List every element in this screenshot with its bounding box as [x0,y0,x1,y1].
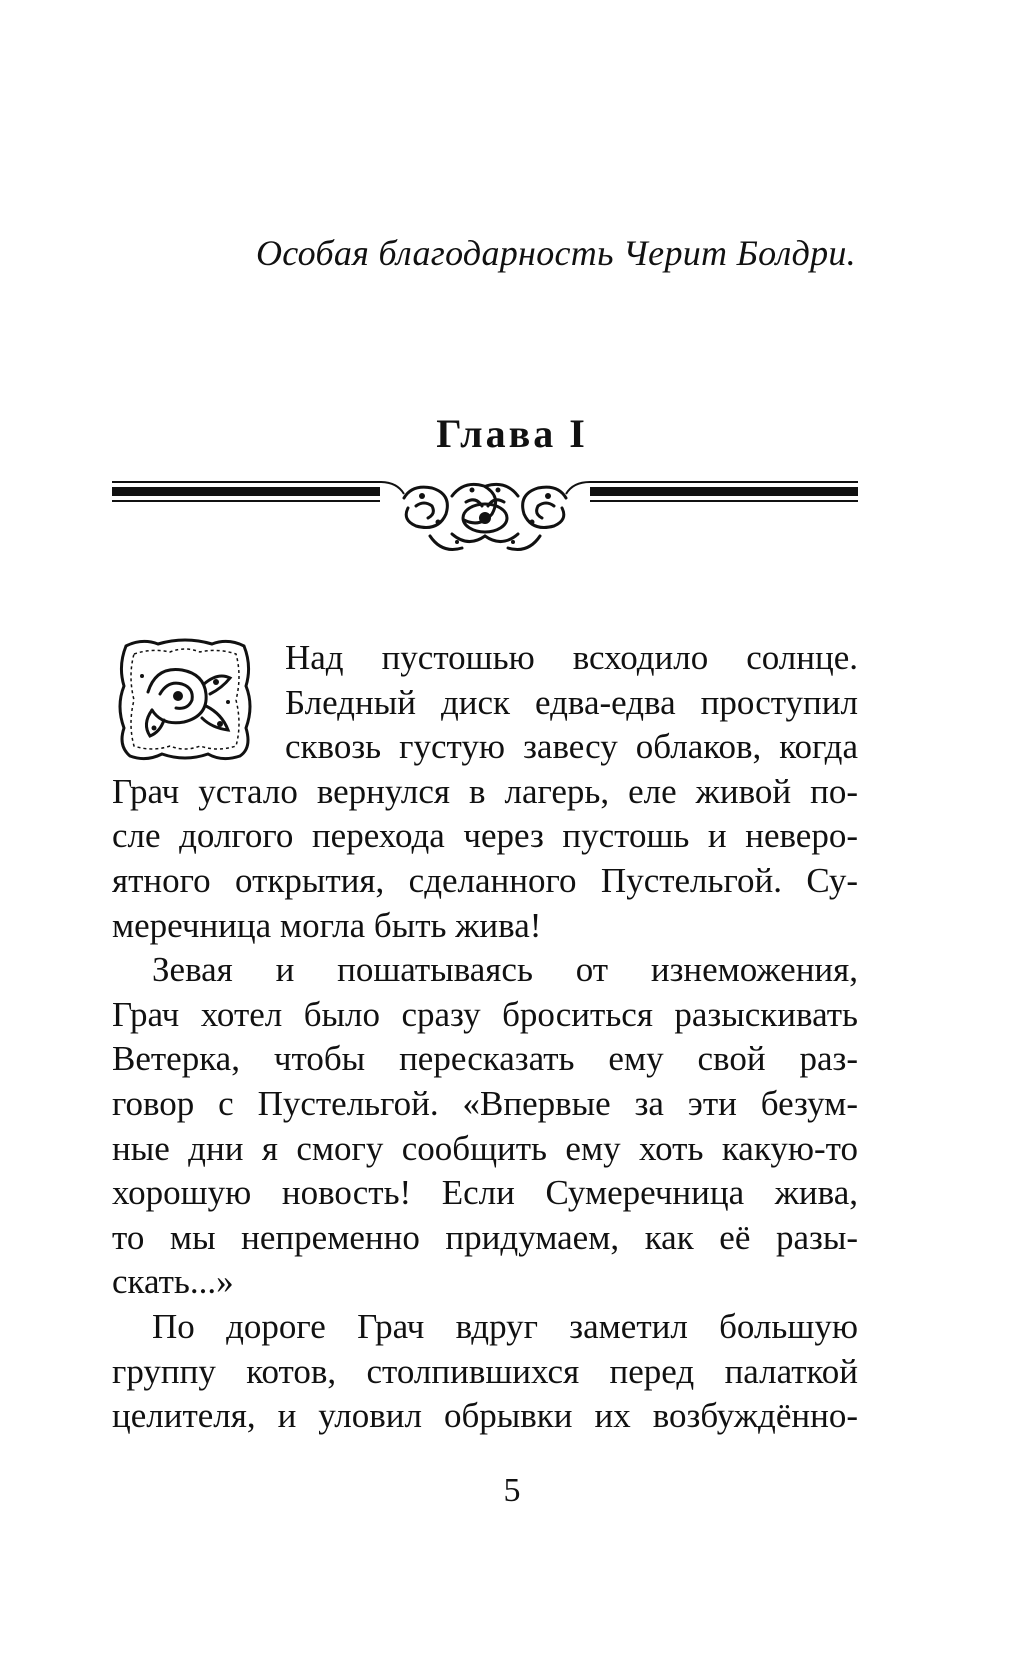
text-line: ятного открытия, сделанного Пустельгой. Су- [112,860,858,900]
text-line: то мы непременно придумаем, как её разы- [112,1217,858,1257]
text-line: Над пустошью всходило солнце. [285,638,858,677]
text-line: По дороге Грач вдруг заметил большую [152,1306,858,1346]
page-number: 5 [503,1472,521,1509]
text-line: меречница могла быть жива! [112,905,542,945]
text-line: Грач хотел было сразу броситься разыскивать [112,994,858,1034]
text-line: Грач устало вернулся в лагерь, еле живой по- [112,771,858,811]
text-line: ные дни я смогу сообщить ему хоть какую-то [112,1128,858,1168]
text-line: Зевая и пошатываясь от изнеможения, [152,950,858,990]
chapter-title: Глава I [436,411,588,456]
text-line: Бледный диск едва-едва проступил [285,682,858,722]
text-line: Ветерка, чтобы пересказать ему свой раз- [112,1039,858,1079]
text-line: целителя, и уловил обрывки их возбуждённо- [112,1396,858,1436]
text-line: сле долгого перехода через пустошь и неверо- [112,816,858,856]
text-line: хорошую новость! Если Сумеречница жива, [112,1173,858,1213]
text-line: группу котов, столпившихся перед палаткой [112,1351,858,1391]
dedication: Особая благодарность Черит Болдри. [255,233,856,273]
floral-divider-icon [112,476,858,562]
text-line: говор с Пустельгой. «Впервые за эти безум- [112,1083,858,1123]
text-line: скать...» [112,1262,234,1302]
text-line: сквозь густую завесу облаков, когда [285,727,858,767]
chapter-body-text [112,636,858,1439]
